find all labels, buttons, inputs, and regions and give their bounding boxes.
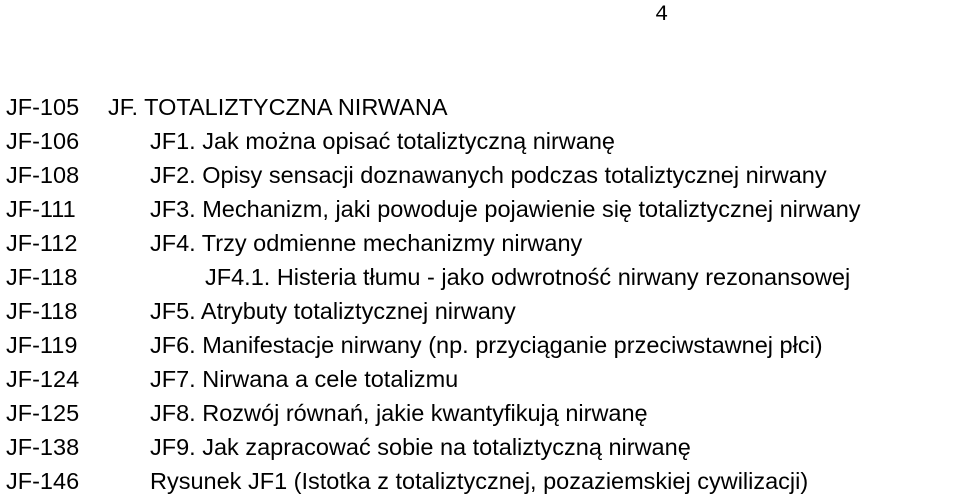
toc-page-code: JF-118 — [6, 264, 78, 290]
toc-title: JF1. Jak można opisać totaliztyczną nirwanę — [150, 128, 615, 154]
toc-title: JF3. Mechanizm, jaki powoduje pojawienie się totaliztycznej nirwany — [150, 196, 861, 222]
toc-entry — [0, 90, 960, 124]
toc-entry — [0, 124, 960, 158]
table-of-contents — [0, 90, 960, 498]
page-number: 4 — [655, 2, 669, 27]
toc-entry — [0, 362, 960, 396]
toc-title: JF4. Trzy odmienne mechanizmy nirwany — [150, 230, 583, 256]
toc-page-code: JF-111 — [6, 196, 76, 222]
toc-page-code: JF-118 — [6, 298, 78, 324]
toc-page-code: JF-108 — [6, 162, 80, 188]
toc-entry — [0, 192, 960, 226]
toc-entry — [0, 226, 960, 260]
toc-page-code: JF-125 — [6, 400, 80, 426]
toc-entry — [0, 430, 960, 464]
toc-title: JF7. Nirwana a cele totalizmu — [150, 366, 459, 392]
toc-title: JF. TOTALIZTYCZNA NIRWANA — [108, 94, 448, 120]
toc-title: JF6. Manifestacje nirwany (np. przyciąganie przeciwstawnej płci) — [150, 332, 823, 358]
toc-page-code: JF-146 — [6, 468, 80, 494]
toc-entry — [0, 294, 960, 328]
toc-title: JF8. Rozwój równań, jakie kwantyfikują nirwanę — [150, 400, 648, 426]
toc-title: JF5. Atrybuty totaliztycznej nirwany — [150, 298, 516, 324]
toc-page-code: JF-106 — [6, 128, 80, 154]
toc-page-code: JF-138 — [6, 434, 80, 460]
toc-title: Rysunek JF1 (Istotka z totaliztycznej, pozaziemskiej cywilizacji) — [150, 468, 809, 494]
toc-page-code: JF-119 — [6, 332, 78, 358]
toc-entry — [0, 158, 960, 192]
toc-title: JF2. Opisy sensacji doznawanych podczas totaliztycznej nirwany — [150, 162, 827, 188]
toc-entry — [0, 396, 960, 430]
toc-title: JF4.1. Histeria tłumu - jako odwrotność nirwany rezonansowej — [205, 264, 851, 290]
toc-entry — [0, 328, 960, 362]
toc-entry — [0, 464, 960, 498]
toc-entry — [0, 260, 960, 294]
toc-page-code: JF-105 — [6, 94, 80, 120]
toc-page-code: JF-124 — [6, 366, 80, 392]
toc-page-code: JF-112 — [6, 230, 78, 256]
toc-title: JF9. Jak zapracować sobie na totaliztyczną nirwanę — [150, 434, 691, 460]
